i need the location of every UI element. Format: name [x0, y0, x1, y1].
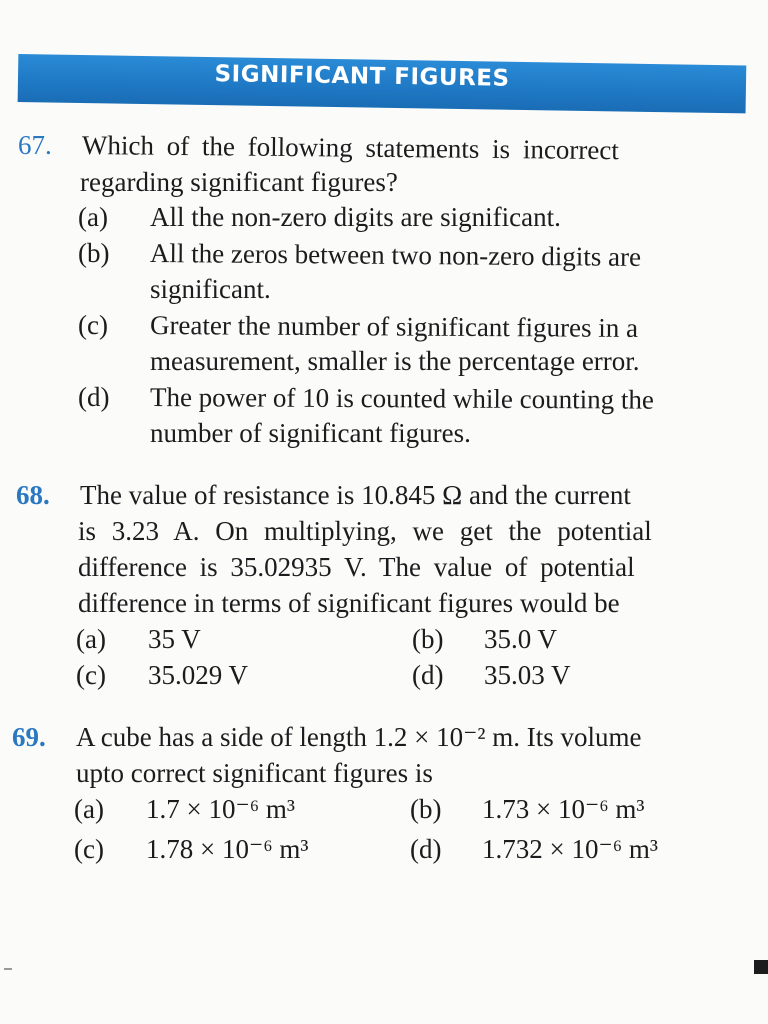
question-text-line: upto correct significant figures is: [76, 758, 433, 788]
option-text-c: 1.78 × 10⁻⁶ m³: [146, 834, 309, 864]
option-text-b-cont: significant.: [150, 274, 271, 304]
section-header-banner: [18, 54, 747, 113]
question-text-line: A cube has a side of length 1.2 × 10⁻² m. Its volume: [76, 722, 642, 752]
option-text-b: All the zeros between two non-zero digits are: [149, 238, 642, 272]
question-text-line: difference is 35.02935 V. The value of potential: [78, 552, 635, 582]
option-text-d-cont: number of significant figures.: [150, 418, 471, 448]
question-text-line: difference in terms of significant figures would be: [78, 588, 620, 618]
option-label-a: (a): [78, 202, 108, 232]
option-label-a: (a): [76, 624, 106, 654]
question-number: 67.: [18, 130, 52, 160]
page-edge-mark: [4, 968, 12, 970]
option-label-d: (d): [78, 382, 110, 412]
option-label-c: (c): [76, 660, 106, 690]
option-text-b: 35.0 V: [484, 624, 558, 654]
option-label-c: (c): [74, 834, 104, 864]
option-text-a: All the non-zero digits are significant.: [150, 202, 561, 232]
option-label-a: (a): [74, 794, 104, 824]
option-text-a: 35 V: [148, 624, 201, 654]
option-text-d: 1.732 × 10⁻⁶ m³: [482, 834, 658, 864]
option-label-b: (b): [78, 238, 110, 268]
option-text-a: 1.7 × 10⁻⁶ m³: [146, 794, 295, 824]
question-text-line: regarding significant figures?: [80, 167, 398, 197]
option-label-d: (d): [412, 660, 444, 690]
question-text-line: is 3.23 A. On multiplying, we get the potential: [78, 516, 652, 546]
question-number: 68.: [16, 480, 50, 510]
question-text-line: Which of the following statements is incorrect: [81, 130, 619, 166]
option-text-d: 35.03 V: [484, 660, 571, 690]
option-text-b: 1.73 × 10⁻⁶ m³: [482, 794, 645, 824]
option-label-d: (d): [410, 834, 442, 864]
option-label-b: (b): [412, 624, 444, 654]
option-label-b: (b): [410, 794, 442, 824]
option-text-d: The power of 10 is counted while counting the: [149, 382, 654, 415]
question-number: 69.: [12, 722, 46, 752]
option-text-c-cont: measurement, smaller is the percentage error.: [150, 346, 640, 376]
option-text-c: 35.029 V: [148, 660, 249, 690]
question-text-line: The value of resistance is 10.845 Ω and the current: [80, 480, 631, 510]
page-corner-mark: [754, 960, 768, 974]
option-text-c: Greater the number of significant figures in a: [149, 310, 639, 343]
option-label-c: (c): [78, 310, 108, 340]
section-title: SIGNIFICANT FIGURES: [214, 61, 510, 92]
